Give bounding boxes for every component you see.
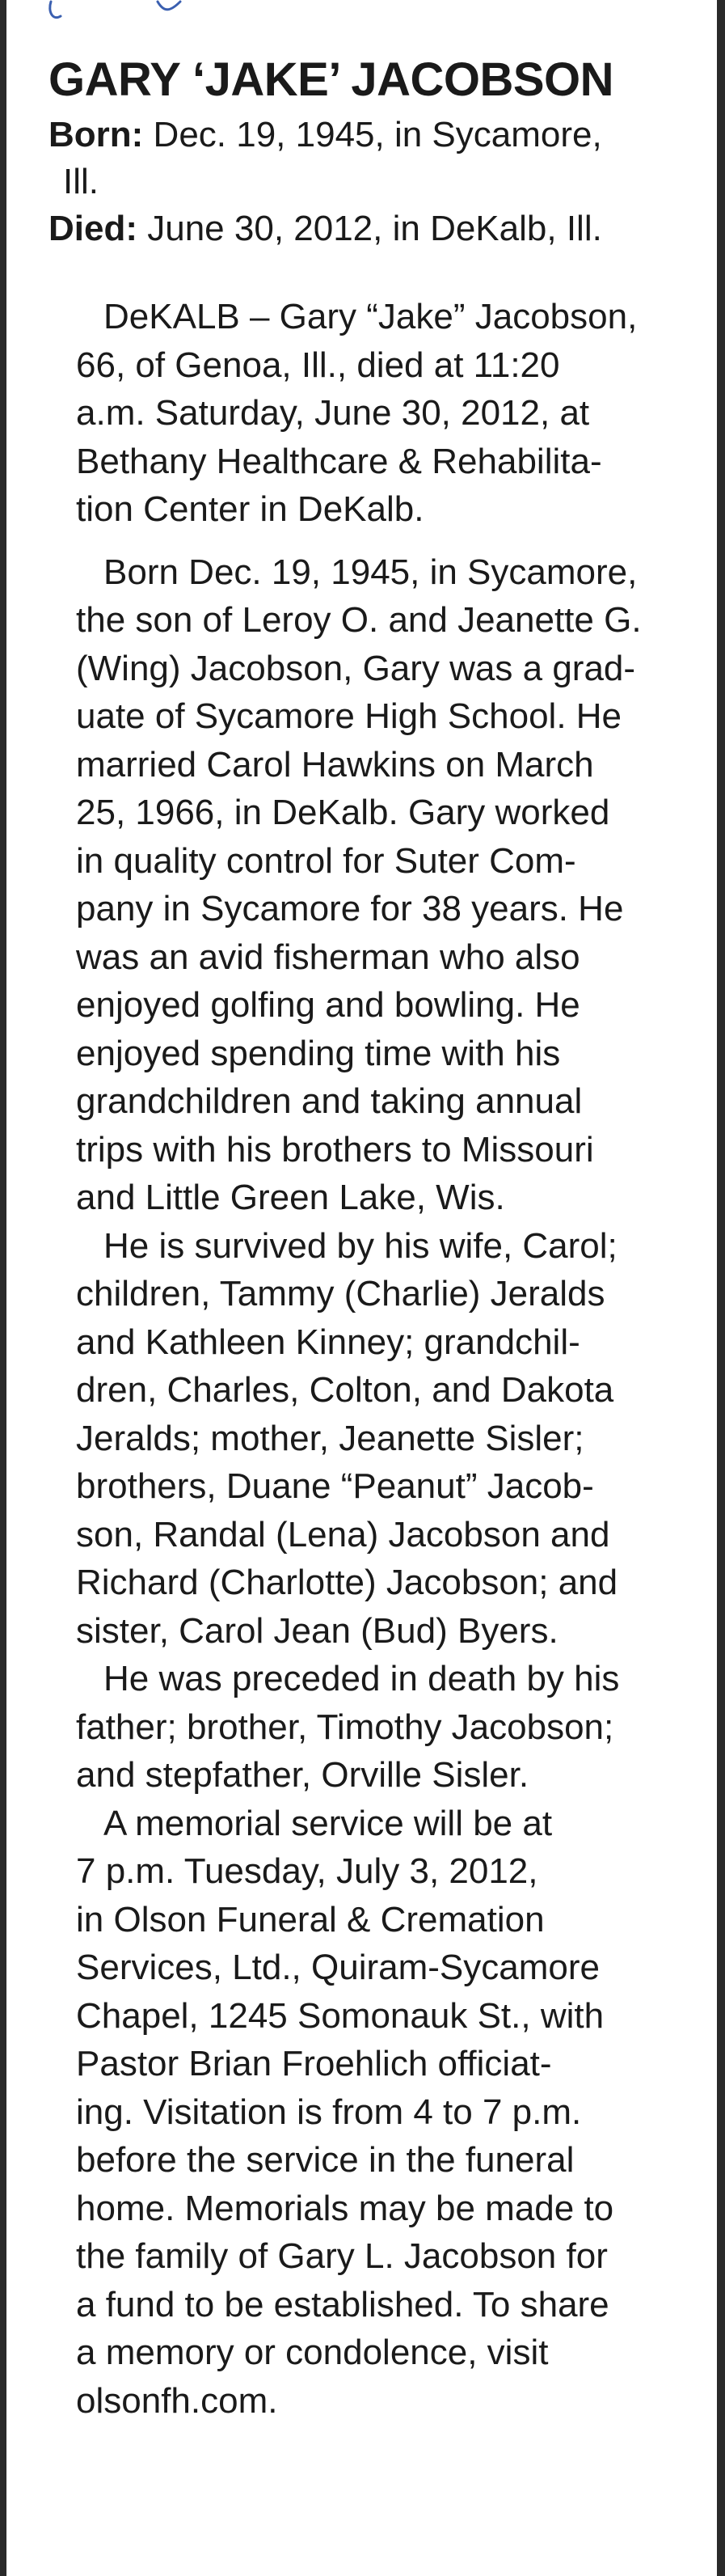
text-line: home. Memorials may be made to (76, 2188, 614, 2228)
obituary-paragraph-survivors (48, 1222, 687, 1656)
text-line: children, Tammy (Charlie) Jeralds (76, 1274, 605, 1313)
text-line: He was preceded in death by his (103, 1659, 620, 1698)
died-label: Died: (48, 209, 137, 248)
obituary-paragraph-biography (48, 548, 687, 1222)
obituary-clipping (48, 49, 687, 2425)
text-line: son, Randal (Lena) Jacobson and (76, 1514, 610, 1554)
obituary-paragraph-death-notice (48, 293, 687, 534)
text-line: and Little Green Lake, Wis. (76, 1178, 505, 1217)
text-line: father; brother, Timothy Jacobson; (76, 1707, 614, 1747)
text-line: Bethany Healthcare & Rehabilita- (76, 441, 602, 481)
text-line: enjoyed golfing and bowling. He (76, 985, 580, 1025)
text-line: and Kathleen Kinney; grandchil- (76, 1322, 580, 1362)
text-line: ing. Visitation is from 4 to 7 p.m. (76, 2092, 582, 2132)
pen-mark-icon (44, 0, 206, 32)
text-line: Services, Ltd., Quiram-Sycamore (76, 1948, 600, 1987)
text-line: uate of Sycamore High School. He (76, 696, 622, 736)
text-line: grandchildren and taking annual (76, 1081, 583, 1121)
text-line: 25, 1966, in DeKalb. Gary worked (76, 793, 610, 832)
text-line: dren, Charles, Colton, and Dakota (76, 1370, 614, 1410)
scan-edge-right (717, 0, 725, 2576)
obituary-paragraph-services (48, 1800, 687, 2426)
text-line: the son of Leroy O. and Jeanette G. (76, 600, 642, 640)
text-line: sister, Carol Jean (Bud) Byers. (76, 1610, 559, 1651)
text-line: pany in Sycamore for 38 years. He (76, 889, 624, 928)
born-value-continued: Ill. (63, 162, 99, 201)
text-line: 66, of Genoa, Ill., died at 11:20 (76, 345, 560, 385)
died-value: June 30, 2012, in DeKalb, Ill. (147, 209, 602, 248)
text-line: the family of Gary L. Jacobson for (76, 2236, 608, 2276)
text-line: in quality control for Suter Com- (76, 840, 576, 881)
text-line: Richard (Charlotte) Jacobson; and (76, 1563, 618, 1602)
text-line: a.m. Saturday, June 30, 2012, at (76, 393, 590, 433)
text-line: Chapel, 1245 Somonauk St., with (76, 1995, 605, 2036)
text-line: trips with his brothers to Missouri (76, 1129, 594, 1170)
text-line: Jeralds; mother, Jeanette Sisler; (76, 1418, 584, 1458)
obituary-name: GARY ‘JAKE’ JACOBSON (48, 53, 614, 106)
text-line: and stepfather, Orville Sisler. (76, 1755, 529, 1795)
text-line: 7 p.m. Tuesday, July 3, 2012, (76, 1851, 538, 1891)
died-line (48, 205, 687, 252)
born-line (48, 112, 614, 205)
born-value: Dec. 19, 1945, in Sycamore, (153, 115, 602, 154)
text-line: before the service in the funeral (76, 2140, 575, 2180)
scan-edge-left (0, 0, 6, 2576)
text-line: (Wing) Jacobson, Gary was a grad- (76, 648, 636, 688)
text-line: A memorial service will be at (103, 1803, 553, 1843)
text-line: enjoyed spending time with his (76, 1033, 561, 1073)
obituary-paragraph-preceded (48, 1655, 687, 1800)
text-line: Pastor Brian Froehlich officiat- (76, 2044, 552, 2083)
text-line: olsonfh.com. (76, 2380, 278, 2421)
text-line: DeKALB – Gary “Jake” Jacobson, (103, 297, 638, 336)
text-line: Born Dec. 19, 1945, in Sycamore, (103, 552, 638, 592)
text-line: He is survived by his wife, Carol; (103, 1225, 618, 1266)
text-line: in Olson Funeral & Cremation (76, 1899, 545, 1939)
text-line: a memory or condolence, visit (76, 2333, 549, 2372)
text-line: married Carol Hawkins on March (76, 744, 594, 785)
text-line: tion Center in DeKalb. (76, 489, 424, 529)
text-line: was an avid fisherman who also (76, 937, 580, 977)
text-line: a fund to be established. To share (76, 2284, 609, 2324)
born-label: Born: (48, 115, 144, 154)
text-line: brothers, Duane “Peanut” Jacob- (76, 1466, 594, 1506)
